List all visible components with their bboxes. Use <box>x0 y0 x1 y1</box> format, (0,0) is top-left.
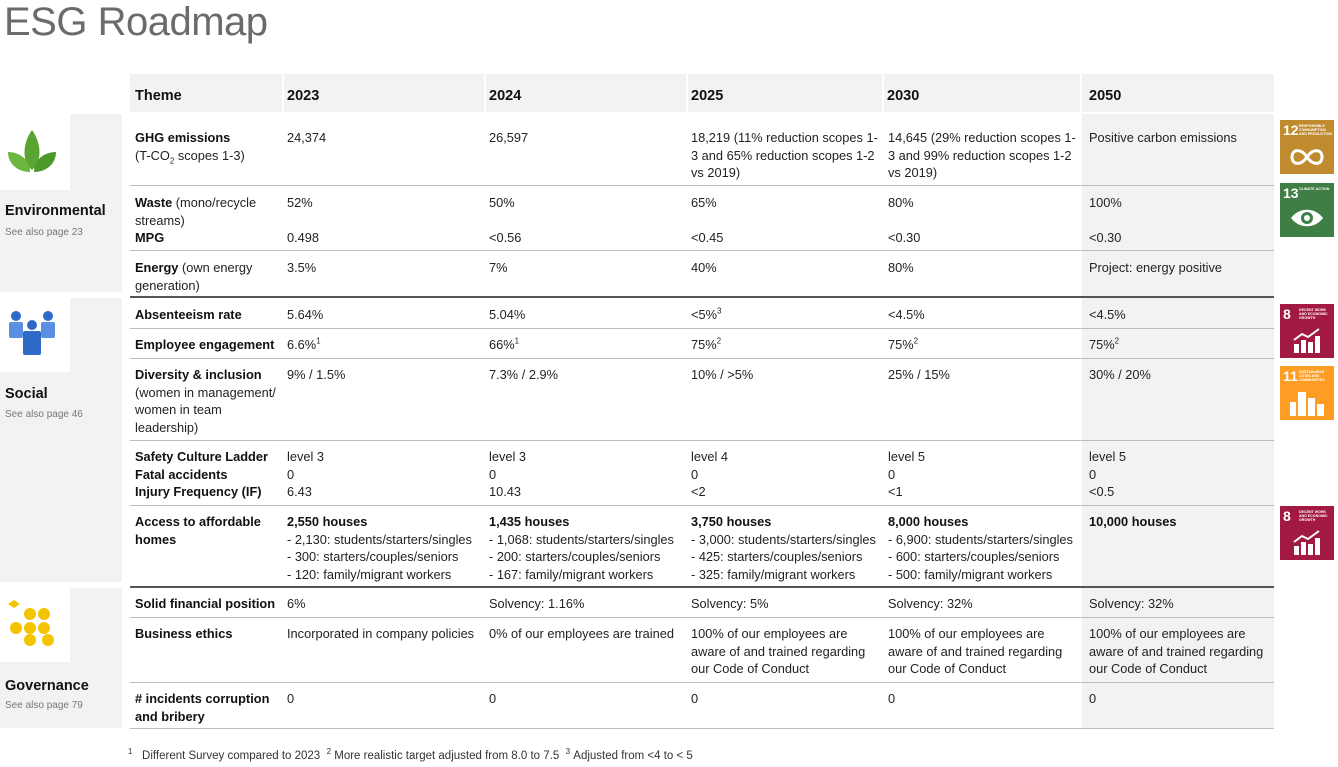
header-2030: 2030 <box>887 88 920 104</box>
homes-2050: 10,000 houses <box>1089 514 1177 529</box>
ethics-2050: 100% of our employees are aware of and trained regarding our Code of Conduct <box>1089 626 1264 677</box>
diversity-2025: 10% / >5% <box>691 367 754 382</box>
homes-theme: Access to affordable homes <box>135 514 261 547</box>
sdg-13-icon: 13 CLIMATE ACTION <box>1280 183 1334 237</box>
engage-2023: 6.6%$^1$ <box>287 336 321 352</box>
ghg-theme: GHG emissions <box>135 130 231 145</box>
corruption-2030: 0 <box>888 691 896 706</box>
absent-2025: <5%$^3$ <box>691 306 722 322</box>
category-governance-see-also: See also page 79 <box>5 700 83 711</box>
ghg-2025: 18,219 (11% reduction scopes 1-3 and 65% reduction scopes 1-2 vs 2019) <box>691 130 878 181</box>
waste-2025: 65% <box>691 195 717 210</box>
waste-2023: 52% <box>287 195 313 210</box>
category-social-see-also: See also page 46 <box>5 409 83 420</box>
financial-2024: Solvency: 1.16% <box>489 596 585 611</box>
corruption-2025: 0 <box>691 691 699 706</box>
corruption-2024: 0 <box>489 691 497 706</box>
mpg-2050: <0.30 <box>1089 230 1122 245</box>
absent-2050: <4.5% <box>1089 307 1126 322</box>
category-governance-title: Governance <box>5 678 89 694</box>
corruption-2050: 0 <box>1089 691 1097 706</box>
energy-2030: 80% <box>888 260 914 275</box>
header-theme: Theme <box>135 88 182 104</box>
mpg-theme: MPG <box>135 230 165 246</box>
engage-2050: 75%$^2$ <box>1089 336 1120 352</box>
hexagon-cluster-icon <box>8 600 58 648</box>
corruption-theme: # incidents corruption and bribery <box>135 691 270 724</box>
financial-2023: 6% <box>287 596 306 611</box>
ethics-2025: 100% of our employees are aware of and trained regarding our Code of Conduct <box>691 626 866 677</box>
header-2024: 2024 <box>489 88 522 104</box>
category-environmental-see-also: See also page 23 <box>5 227 83 238</box>
leaves-icon <box>6 128 58 176</box>
ghg-2024: 26,597 <box>489 130 529 145</box>
waste-2050: 100% <box>1089 195 1122 210</box>
ghg-2023: 24,374 <box>287 130 327 145</box>
homes-2025: 3,750 houses - 3,000: students/starters/singles - 425: starters/couples/seniors - 325: family/migrant workers <box>691 514 876 582</box>
table-row: Waste (mono/recycle streams) MPG <box>135 194 280 247</box>
safety-2030: level 5 0 <1 <box>888 449 925 500</box>
ghg-2050: Positive carbon emissions <box>1089 130 1237 145</box>
table-row <box>135 129 280 164</box>
corruption-2023: 0 <box>287 691 295 706</box>
header-2050: 2050 <box>1089 88 1122 104</box>
category-social-title: Social <box>5 386 48 402</box>
people-icon <box>8 308 56 358</box>
energy-2024: 7% <box>489 260 508 275</box>
ethics-theme: Business ethics <box>135 626 233 641</box>
footnote: $^1$ Different Survey compared to 2023 $^2$ More realistic target adjusted from 8.0 to 7.5 $^3$ Adjusted from <4 to < 5 <box>128 747 693 762</box>
category-environmental-title: Environmental <box>5 203 106 219</box>
table-row: Diversity & inclusion (women in management/ women in team leadership) <box>135 367 276 435</box>
table-row: Safety Culture Ladder Fatal accidents Injury Frequency (IF) <box>135 449 268 500</box>
mpg-2023: 0.498 <box>287 230 320 245</box>
waste-2024: 50% <box>489 195 515 210</box>
homes-2030: 8,000 houses - 6,900: students/starters/singles - 600: starters/couples/seniors - 500: family/migrant workers <box>888 514 1073 582</box>
waste-2030: 80% <box>888 195 914 210</box>
safety-2050: level 5 0 <0.5 <box>1089 449 1126 500</box>
engage-2024: 66%$^1$ <box>489 336 520 352</box>
engage-2030: 75%$^2$ <box>888 336 919 352</box>
diversity-2024: 7.3% / 2.9% <box>489 367 559 382</box>
sdg-8-icon: 8 DECENT WORK AND ECONOMIC GROWTH <box>1280 506 1334 560</box>
header-2023: 2023 <box>287 88 320 104</box>
financial-2050: Solvency: 32% <box>1089 596 1174 611</box>
ghg-sub: ($T-CO_2$ scopes 1-3) <box>135 147 245 166</box>
mpg-2024: <0.56 <box>489 230 522 245</box>
sdg-8-icon: 8 DECENT WORK AND ECONOMIC GROWTH <box>1280 304 1334 358</box>
absent-2023: 5.64% <box>287 307 324 322</box>
financial-theme: Solid financial position <box>135 596 276 611</box>
safety-2024: level 3 0 10.43 <box>489 449 526 500</box>
mpg-2025: <0.45 <box>691 230 724 245</box>
table-row: Energy (own energy generation) <box>135 260 253 293</box>
ethics-2023: Incorporated in company policies <box>287 626 475 641</box>
energy-2025: 40% <box>691 260 717 275</box>
header-2025: 2025 <box>691 88 724 104</box>
absent-2030: <4.5% <box>888 307 925 322</box>
absenteeism-theme: Absenteeism rate <box>135 307 242 322</box>
energy-2050: Project: energy positive <box>1089 260 1223 275</box>
sdg-12-icon: 12 RESPONSIBLE CONSUMPTION AND PRODUCTION <box>1280 120 1334 174</box>
diversity-2030: 25% / 15% <box>888 367 950 382</box>
financial-2030: Solvency: 32% <box>888 596 973 611</box>
ghg-2030: 14,645 (29% reduction scopes 1-3 and 99% reduction scopes 1-2 vs 2019) <box>888 130 1076 181</box>
safety-2023: level 3 0 6.43 <box>287 449 324 500</box>
safety-2025: level 4 0 <2 <box>691 449 728 500</box>
sdg-11-icon: 11 SUSTAINABLE CITIES AND COMMUNITIES <box>1280 366 1334 420</box>
homes-2024: 1,435 houses - 1,068: students/starters/singles - 200: starters/couples/seniors - 167: family/migrant workers <box>489 514 674 582</box>
engagement-theme: Employee engagement <box>135 337 275 352</box>
diversity-2050: 30% / 20% <box>1089 367 1151 382</box>
absent-2024: 5.04% <box>489 307 526 322</box>
ethics-2030: 100% of our employees are aware of and trained regarding our Code of Conduct <box>888 626 1063 677</box>
ethics-2024: 0% of our employees are trained <box>489 626 674 641</box>
engage-2025: 75%$^2$ <box>691 336 722 352</box>
energy-2023: 3.5% <box>287 260 317 275</box>
page-title: ESG Roadmap <box>4 0 268 44</box>
financial-2025: Solvency: 5% <box>691 596 769 611</box>
diversity-2023: 9% / 1.5% <box>287 367 346 382</box>
homes-2023: 2,550 houses - 2,130: students/starters/singles - 300: starters/couples/seniors - 120: family/migrant workers <box>287 514 472 582</box>
mpg-2030: <0.30 <box>888 230 921 245</box>
